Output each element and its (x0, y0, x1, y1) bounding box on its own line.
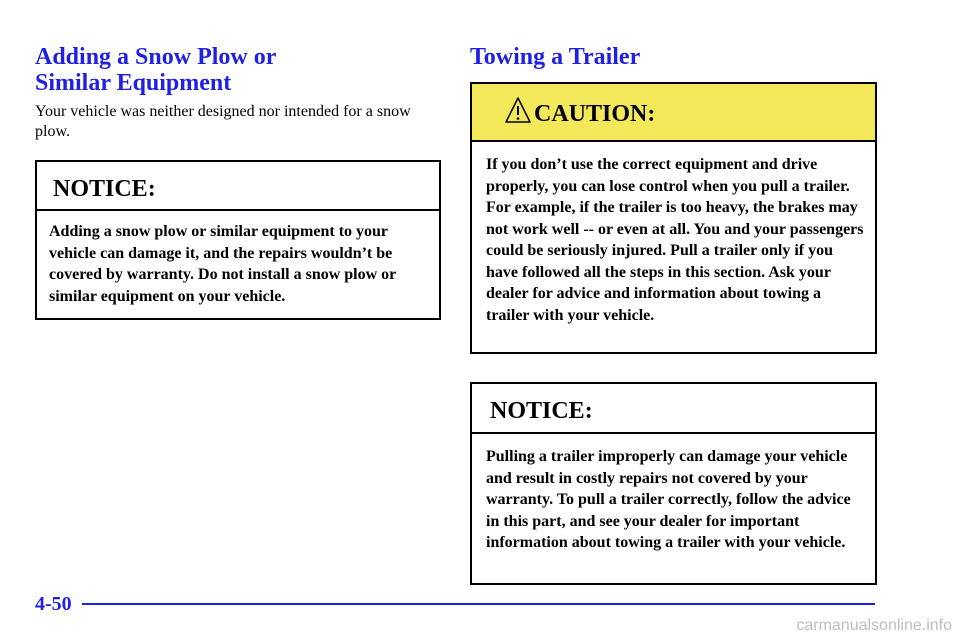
footer-rule (82, 603, 875, 605)
site-watermark: carmanualsonline.info (796, 617, 952, 634)
towing-caution-header (472, 84, 875, 142)
page-number: 4-50 (35, 593, 72, 615)
snow-plow-heading-line2: Similar Equipment (35, 70, 232, 96)
snow-plow-notice-text: Adding a snow plow or similar equipment to your vehicle can damage it, and the repairs wouldn’t be covered by warranty. Do not install a snow plow or similar equipment on your vehicle. (49, 223, 396, 305)
towing-notice-text: Pulling a trailer improperly can damage your vehicle and result in costly repairs not covered by your warranty. To pull a trailer correctly, follow the advice in this part, and see your dealer for important information about towing a trailer with your vehicle. (486, 448, 851, 551)
towing-caution-title: CAUTION: (534, 101, 656, 127)
snow-plow-intro: Your vehicle was neither designed nor intended for a snow plow. (35, 103, 411, 140)
snow-plow-heading-line1: Adding a Snow Plow or (35, 44, 277, 70)
towing-caution-box (470, 82, 877, 354)
towing-caution-text: If you don’t use the correct equipment and drive properly, you can lose control when you pull a trailer. For example, if the trailer is too heavy, the brakes may not work well -- or even at all. You and your passengers could be seriously injured. Pull a trailer only if you have followed all the steps in this section. Ask your dealer for advice and information about towing a trailer with your vehicle. (486, 156, 864, 324)
warning-triangle-icon (504, 96, 532, 124)
towing-notice-title: NOTICE: (472, 384, 875, 434)
snow-plow-notice-title: NOTICE: (37, 162, 439, 211)
snow-plow-notice-box (35, 160, 441, 320)
towing-notice-box (470, 382, 877, 585)
snow-plow-heading (35, 44, 276, 96)
towing-heading: Towing a Trailer (470, 44, 641, 70)
